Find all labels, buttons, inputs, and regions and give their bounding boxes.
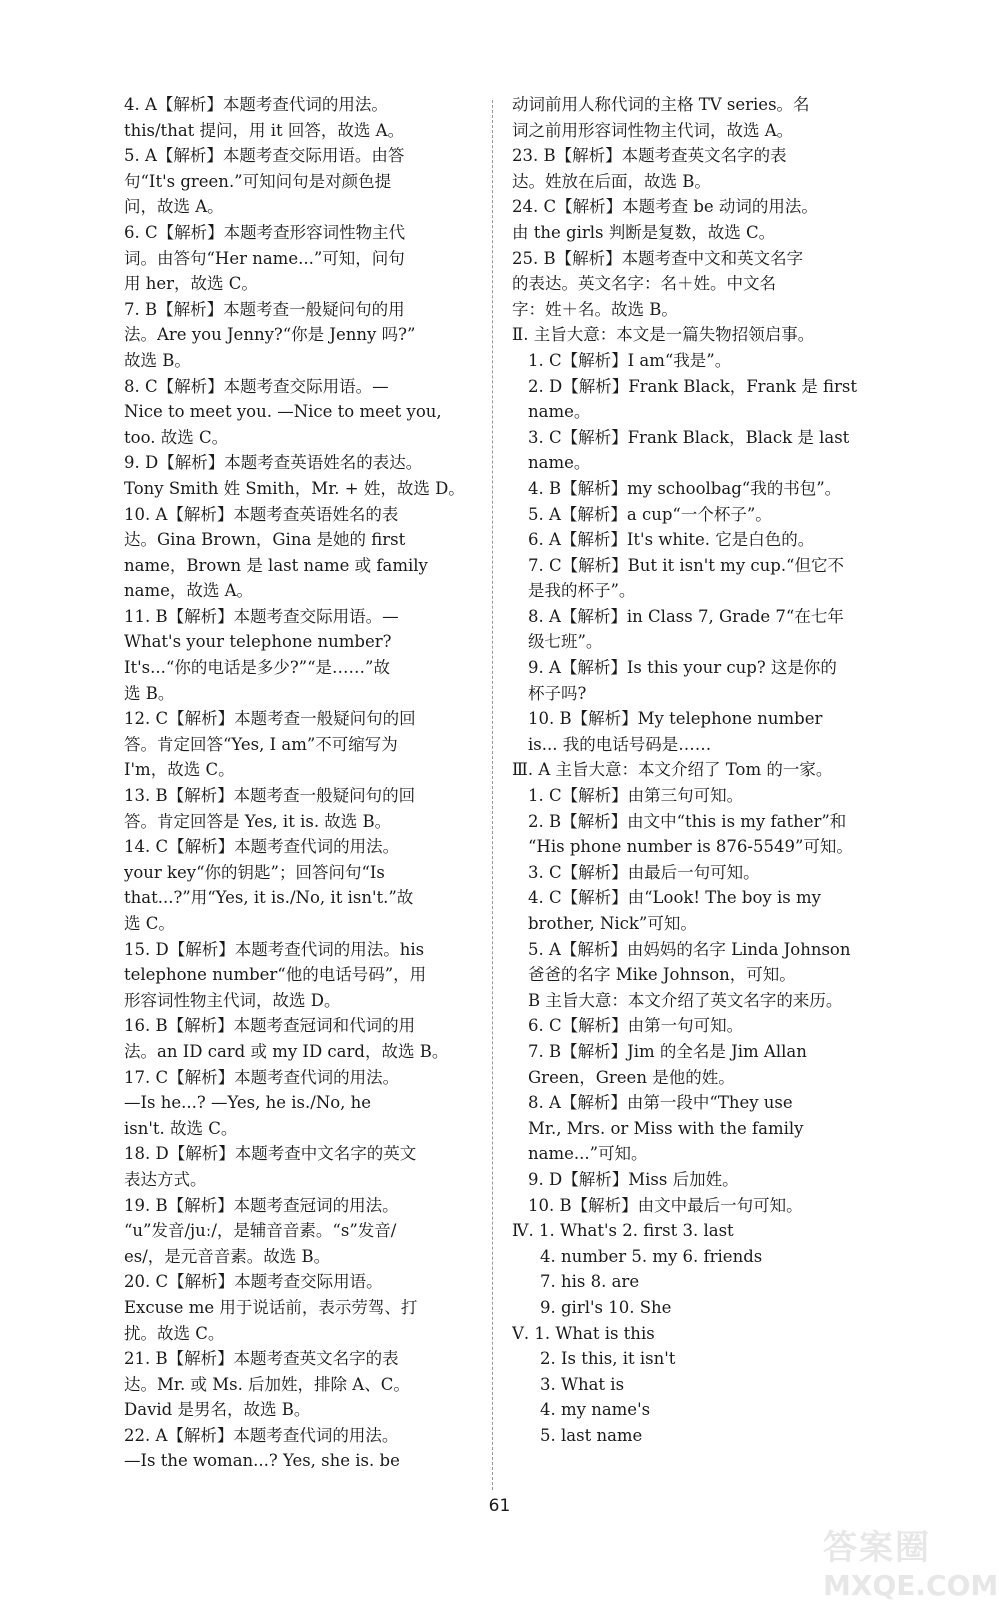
answer-line: 8. A【解析】由第一段中“They use — [528, 1093, 793, 1113]
answer-line: your key“你的钥匙”；回答问句“Is — [124, 862, 385, 882]
answer-line: 的表达。英文名字：名＋姓。中文名 — [512, 274, 776, 294]
answer-line: 23. B【解析】本题考查英文名字的表 — [512, 146, 787, 166]
answer-line: 9. A【解析】Is this your cup? 这是你的 — [528, 658, 837, 678]
answer-line: “His phone number is 876-5549”可知。 — [528, 837, 853, 857]
answer-line: —Is he...? —Yes, he is./No, he — [124, 1093, 372, 1113]
answer-line: name，故选 A。 — [124, 581, 254, 601]
right-column — [512, 92, 890, 1448]
answer-line: 4. C【解析】由“Look! The boy is my — [528, 888, 821, 908]
watermark-en: MXQE.COM — [823, 1569, 999, 1602]
answer-line: Ⅳ. 1. What's 2. first 3. last — [512, 1221, 734, 1241]
answer-line: It's...“你的电话是多少?”“是……”故 — [124, 658, 390, 678]
answer-line: 2. Is this, it isn't — [540, 1349, 676, 1369]
watermark-cn: 答案圈 — [823, 1528, 931, 1568]
answer-line: 14. C【解析】本题考查代词的用法。 — [124, 837, 400, 857]
answer-line: 5. A【解析】a cup“一个杯子”。 — [528, 504, 772, 524]
answer-line: “u”发音/juː/，是辅音音素。“s”发音/ — [124, 1221, 397, 1241]
answer-line: name。 — [528, 453, 591, 473]
answer-line: 6. C【解析】本题考查形容词性物主代 — [124, 222, 406, 242]
answer-line: 级七班”。 — [528, 632, 603, 652]
answer-line: 达。Mr. 或 Ms. 后加姓，排除 A、C。 — [124, 1374, 410, 1394]
answer-line: 6. C【解析】由第一句可知。 — [528, 1016, 744, 1036]
answer-line: 8. C【解析】本题考查交际用语。— — [124, 376, 389, 396]
answer-line: 3. C【解析】Frank Black，Black 是 last — [528, 427, 850, 447]
answer-line: 13. B【解析】本题考查一般疑问句的回 — [124, 786, 416, 806]
answer-line: 句“It's green.”可知问句是对颜色提 — [124, 171, 392, 191]
answer-line: isn't. 故选 C。 — [124, 1118, 238, 1138]
answer-line: 形容词性物主代词，故选 D。 — [124, 990, 341, 1010]
answer-line: 故选 B。 — [124, 350, 191, 370]
answer-line: 3. C【解析】由最后一句可知。 — [528, 862, 760, 882]
answer-line: name...”可知。 — [528, 1144, 648, 1164]
answer-line: 17. C【解析】本题考查代词的用法。 — [124, 1067, 400, 1087]
answer-line: telephone number“他的电话号码”，用 — [124, 965, 427, 985]
answer-line: 10. B【解析】My telephone number — [528, 709, 823, 729]
answer-line: David 是男名，故选 B。 — [124, 1400, 311, 1420]
answer-line: is... 我的电话号码是…… — [528, 734, 712, 754]
answer-line: 爸爸的名字 Mike Johnson，可知。 — [528, 965, 796, 985]
answer-line: —Is the woman...? Yes, she is. be — [124, 1451, 400, 1471]
answer-line: I'm，故选 C。 — [124, 760, 235, 780]
answer-line: 4. my name's — [540, 1400, 651, 1420]
answer-line: Tony Smith 姓 Smith，Mr. + 姓，故选 D。 — [124, 478, 465, 498]
answer-line: 5. last name — [540, 1425, 643, 1445]
left-column — [124, 92, 476, 1474]
answer-line: 7. C【解析】But it isn't my cup.“但它不 — [528, 555, 844, 575]
answer-line: 是我的杯子”。 — [528, 581, 636, 601]
answer-line: 字：姓＋名。故选 B。 — [512, 299, 678, 319]
answer-line: 表达方式。 — [124, 1169, 207, 1189]
answer-line: 2. D【解析】Frank Black，Frank 是 first — [528, 376, 858, 396]
answer-line: 达。姓放在后面，故选 B。 — [512, 171, 711, 191]
answer-line: Green，Green 是他的姓。 — [528, 1067, 735, 1087]
page-number: 61 — [488, 1496, 511, 1516]
answer-line: 16. B【解析】本题考查冠词和代词的用 — [124, 1016, 416, 1036]
answer-line: 动词前用人称代词的主格 TV series。名 — [512, 95, 810, 114]
answer-line: 7. B【解析】本题考查一般疑问句的用 — [124, 299, 405, 319]
answer-line: brother, Nick”可知。 — [528, 914, 697, 933]
answer-line: 22. A【解析】本题考查代词的用法。 — [124, 1425, 399, 1445]
answer-line: 用 her，故选 C。 — [124, 274, 258, 294]
answer-line: 法。an ID card 或 my ID card，故选 B。 — [124, 1041, 449, 1061]
answer-line: Excuse me 用于说话前，表示劳驾、打 — [124, 1297, 418, 1317]
answer-line: Mr., Mrs. or Miss with the family — [528, 1118, 804, 1138]
answer-line: 问，故选 A。 — [124, 197, 224, 217]
answer-line: 4. A【解析】本题考查代词的用法。 — [124, 95, 388, 114]
answer-line: 1. C【解析】由第三句可知。 — [528, 786, 744, 806]
answer-line: 词。由答句“Her name...”可知，问句 — [124, 248, 405, 268]
answer-line: 答。肯定回答“Yes, I am”不可缩写为 — [124, 734, 398, 754]
answer-line: 20. C【解析】本题考查交际用语。 — [124, 1272, 383, 1292]
answer-line: 9. girl's 10. She — [540, 1297, 672, 1317]
answer-line: Ⅱ. 主旨大意：本文是一篇失物招领启事。 — [512, 325, 815, 345]
answer-line: this/that 提问，用 it 回答，故选 A。 — [124, 120, 405, 140]
answer-line: 24. C【解析】本题考查 be 动词的用法。 — [512, 197, 818, 217]
answer-line: 选 C。 — [124, 914, 175, 933]
answer-line: 5. A【解析】本题考查交际用语。由答 — [124, 146, 405, 166]
answer-line: 4. B【解析】my schoolbag“我的书包”。 — [528, 478, 842, 498]
answer-line: 由 the girls 判断是复数，故选 C。 — [512, 222, 776, 242]
answer-line: 2. B【解析】由文中“this is my father”和 — [528, 811, 847, 831]
answer-line: Ⅲ. A 主旨大意：本文介绍了 Tom 的一家。 — [512, 760, 833, 780]
answer-line: 8. A【解析】in Class 7, Grade 7“在七年 — [528, 606, 844, 626]
answer-line: Nice to meet you. —Nice to meet you, — [124, 402, 442, 422]
answer-line: es/，是元音音素。故选 B。 — [124, 1246, 331, 1266]
answer-line: 19. B【解析】本题考查冠词的用法。 — [124, 1195, 399, 1215]
answer-line: B 主旨大意：本文介绍了英文名字的来历。 — [528, 990, 843, 1010]
answer-line: 4. number 5. my 6. friends — [540, 1246, 763, 1266]
answer-line: 5. A【解析】由妈妈的名字 Linda Johnson — [528, 939, 851, 959]
answer-line: 扰。故选 C。 — [124, 1323, 225, 1343]
answer-line: 7. B【解析】Jim 的全名是 Jim Allan — [528, 1041, 807, 1061]
answer-line: 达。Gina Brown，Gina 是她的 first — [124, 530, 406, 550]
watermark-logo — [823, 1520, 999, 1602]
column-divider — [492, 100, 493, 1490]
answer-line: 10. A【解析】本题考查英语姓名的表 — [124, 504, 399, 524]
answer-line: name，Brown 是 last name 或 family — [124, 555, 428, 575]
answer-line: 选 B。 — [124, 683, 175, 703]
answer-line: 21. B【解析】本题考查英文名字的表 — [124, 1349, 399, 1369]
answer-line: 6. A【解析】It's white. 它是白色的。 — [528, 530, 815, 550]
answer-line: 杯子吗? — [528, 683, 587, 703]
answer-line: name。 — [528, 402, 591, 422]
answer-line: 7. his 8. are — [540, 1272, 640, 1292]
answer-line: 18. D【解析】本题考查中文名字的英文 — [124, 1144, 417, 1164]
answer-line: 词之前用形容词性物主代词，故选 A。 — [512, 120, 794, 140]
answer-line: 25. B【解析】本题考查中文和英文名字 — [512, 248, 804, 268]
answer-line: 1. C【解析】I am“我是”。 — [528, 350, 732, 370]
answer-line: 15. D【解析】本题考查代词的用法。his — [124, 939, 425, 959]
answer-line: 10. B【解析】由文中最后一句可知。 — [528, 1195, 803, 1215]
answer-line: Ⅴ. 1. What is this — [512, 1323, 655, 1343]
answer-line: 答。肯定回答是 Yes, it is. 故选 B。 — [124, 811, 392, 831]
answer-line: 12. C【解析】本题考查一般疑问句的回 — [124, 709, 416, 729]
answer-line: 3. What is — [540, 1374, 625, 1394]
answer-line: 法。Are you Jenny?“你是 Jenny 吗?” — [124, 325, 416, 345]
answer-line: that...?”用“Yes, it is./No, it isn't.”故 — [124, 888, 414, 908]
answer-line: 9. D【解析】Miss 后加姓。 — [528, 1169, 739, 1189]
answer-line: 11. B【解析】本题考查交际用语。— — [124, 606, 399, 626]
answer-line: 9. D【解析】本题考查英语姓名的表达。 — [124, 453, 423, 473]
answer-line: too. 故选 C。 — [124, 427, 229, 447]
answer-line: What's your telephone number? — [124, 632, 392, 652]
